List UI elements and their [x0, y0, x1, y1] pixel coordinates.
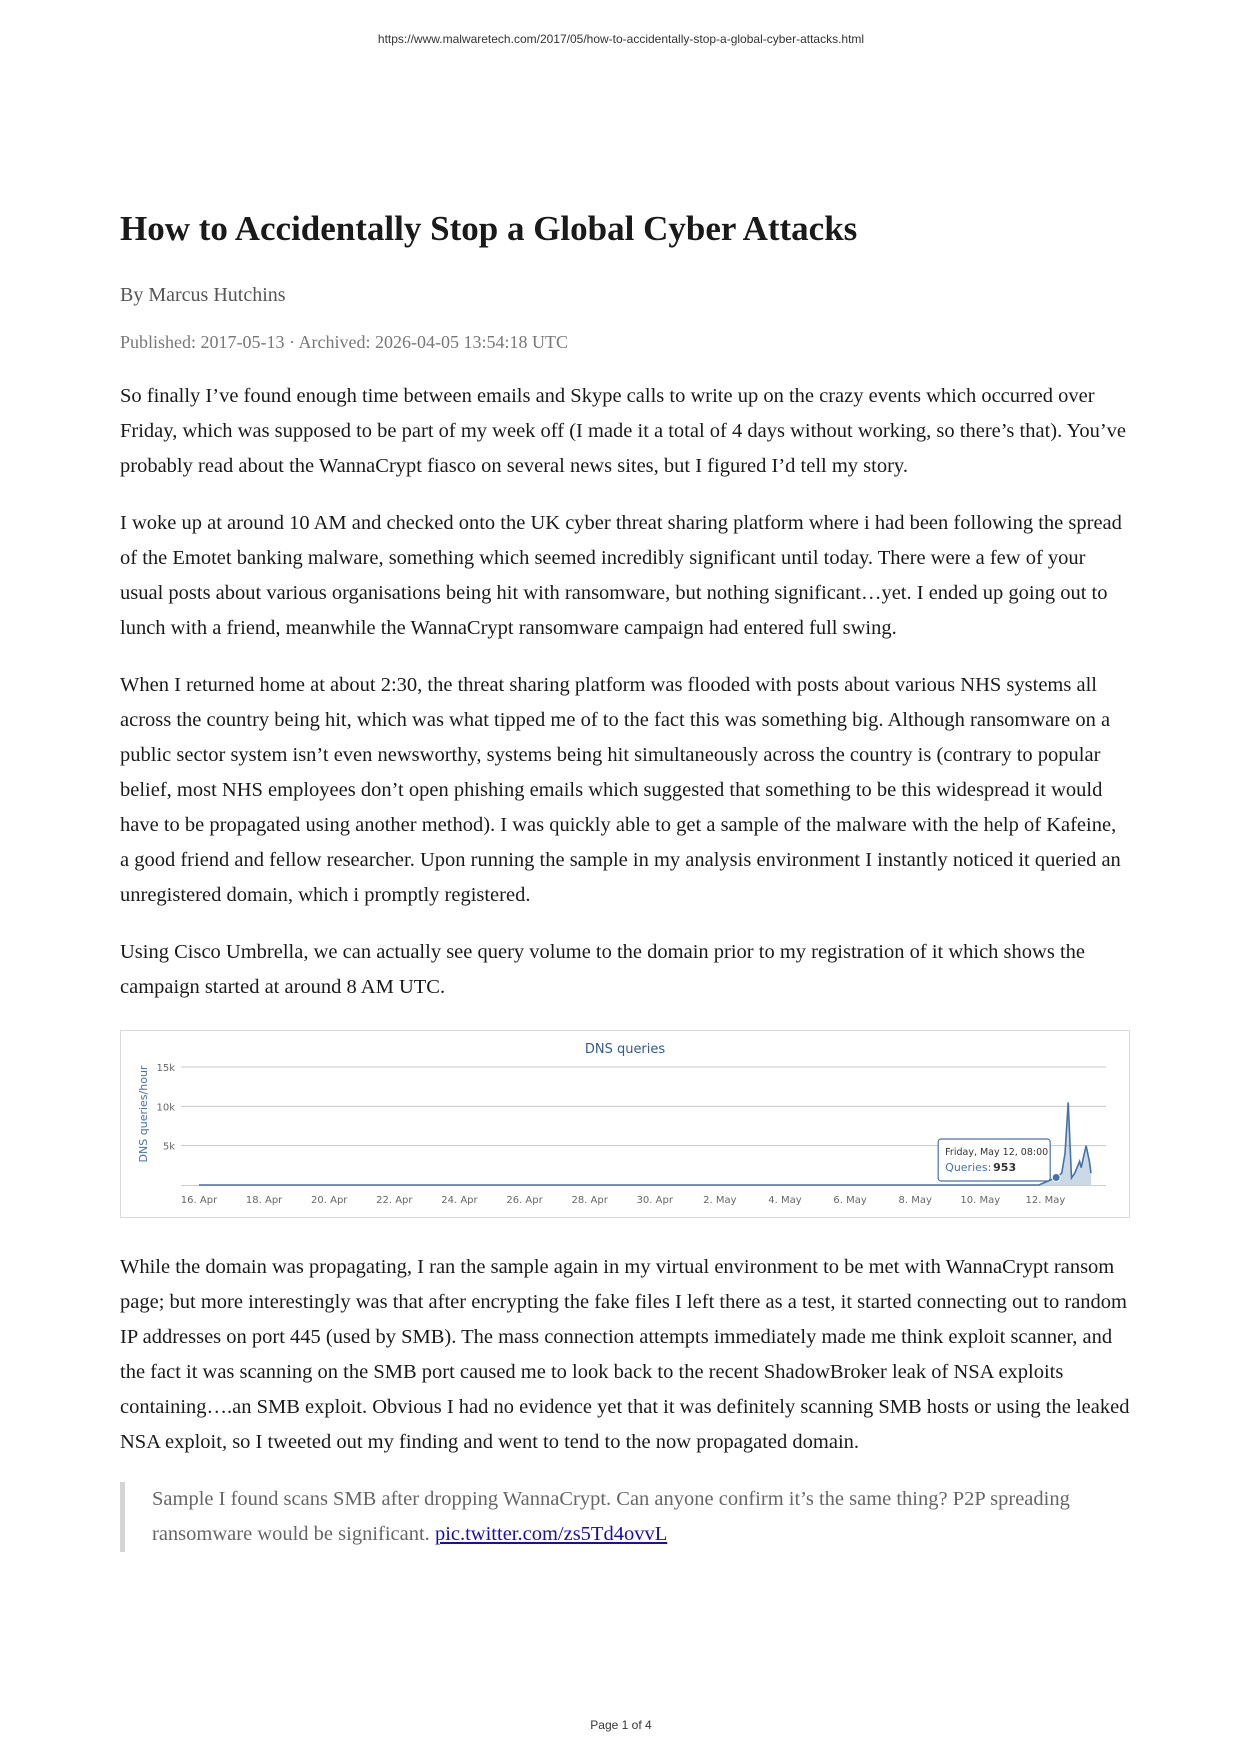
chart-title: DNS queries: [584, 1042, 666, 1057]
page-url-header: https://www.malwaretech.com/2017/05/how-to-accidentally-stop-a-global-cyber-attacks.html: [377, 32, 865, 46]
x-tick-label: 4. May: [768, 1195, 802, 1206]
chart-svg: [121, 1031, 1129, 1217]
paragraph: While the domain was propagating, I ran the sample again in my virtual environment to be met with WannaCrypt ransom page; but more interestingly was that after encrypting the fake files I left there as a test, it started connecting out to random IP addresses on port 445 (used by SMB). The mass connection attempts immediately made me think exploit scanner, and the fact it was scanning on the SMB port caused me to look back to the recent ShadowBroker leak of NSA exploits containing….an SMB exploit. Obvious I had no evidence yet that it was definitely scanning SMB hosts or using the leaked NSA exploit, so I tweeted out my finding and went to tend to the now propagated domain.: [120, 1256, 1130, 1453]
x-tick-label: 20. Apr: [311, 1195, 348, 1206]
x-tick-label: 8. May: [898, 1195, 932, 1206]
paragraph: So finally I’ve found enough time between emails and Skype calls to write up on the crazy events which occurred over Friday, which was supposed to be part of my week off (I made it a total of 4 days without working, so there’s that). You’ve probably read about the WannaCrypt fiasco on several news sites, but I figured I’d tell my story.: [120, 385, 1127, 477]
tooltip-box: [938, 1139, 1050, 1181]
y-tick-label: 5k: [162, 1141, 175, 1153]
chart-y-ticks: [156, 1063, 175, 1153]
article-title: How to Accidentally Stop a Global Cyber Attacks: [120, 209, 858, 248]
x-tick-label: 26. Apr: [506, 1195, 543, 1206]
quote-link[interactable]: pic.twitter.com/zs5Td4ovvL: [434, 1523, 668, 1545]
y-tick-label: 15k: [156, 1063, 175, 1074]
paragraph: When I returned home at about 2:30, the threat sharing platform was flooded with posts about various NHS systems all across the country being hit, which was what tipped me of to the fact this was something big. Although ransomware on a public sector system isn’t even newsworthy, systems being hit simultaneously across the country is (contrary to popular belief, most NHS employees don’t open phishing emails which suggested that something to be this widespread it would have to be propagated using another method). I was quickly able to get a sample of the malware with the help of Kafeine, a good friend and fellow researcher. Upon running the sample in my analysis environment I instantly noticed it queried an unregistered domain, which i promptly registered.: [120, 674, 1121, 906]
quote-text: Sample I found scans SMB after dropping WannaCrypt. Can anyone confirm it’s the same thing? P2P spreading ransomware would be significant.: [152, 1488, 1070, 1545]
tweet-quote: [120, 1482, 1130, 1552]
x-tick-label: 22. Apr: [376, 1195, 413, 1206]
tooltip-label: Queries:: [945, 1161, 992, 1174]
chart-tooltip: [938, 1139, 1050, 1181]
x-tick-label: 30. Apr: [636, 1195, 673, 1206]
x-tick-label: 12. May: [1025, 1195, 1066, 1206]
paragraph: I woke up at around 10 AM and checked onto the UK cyber threat sharing platform where i had been following the spread of the Emotet banking malware, something which seemed incredibly significant until today. There were a few of your usual posts about various organisations being hit with ransomware, but nothing significant…yet. I ended up going out to lunch with a friend, meanwhile the WannaCrypt ransomware campaign had entered full swing.: [120, 512, 1122, 639]
chart-y-axis-label: DNS queries/hour: [137, 1065, 150, 1163]
highlight-point: [1052, 1174, 1060, 1182]
article: [120, 208, 1130, 1552]
x-tick-label: 28. Apr: [571, 1195, 608, 1206]
article-meta: Published: 2017-05-13 · Archived: 2026-04-05 13:54:18 UTC: [120, 332, 568, 352]
article-byline: By Marcus Hutchins: [120, 284, 286, 306]
x-tick-label: 6. May: [833, 1195, 867, 1206]
x-tick-label: 16. Apr: [180, 1195, 218, 1206]
y-tick-label: 10k: [156, 1102, 175, 1114]
x-tick-label: 10. May: [960, 1195, 1001, 1206]
tooltip-date: Friday, May 12, 08:00: [945, 1147, 1049, 1158]
paragraph: Using Cisco Umbrella, we can actually see query volume to the domain prior to my registration of it which shows the campaign started at around 8 AM UTC.: [120, 941, 1085, 998]
page-number: Page 1 of 4: [590, 1718, 652, 1732]
x-tick-label: 2. May: [703, 1195, 737, 1206]
chart-x-ticks: [181, 1195, 1066, 1206]
dns-queries-chart: [120, 1030, 1130, 1218]
x-tick-label: 18. Apr: [245, 1195, 283, 1206]
tooltip-value: 953: [993, 1161, 1017, 1174]
x-tick-label: 24. Apr: [441, 1195, 478, 1206]
